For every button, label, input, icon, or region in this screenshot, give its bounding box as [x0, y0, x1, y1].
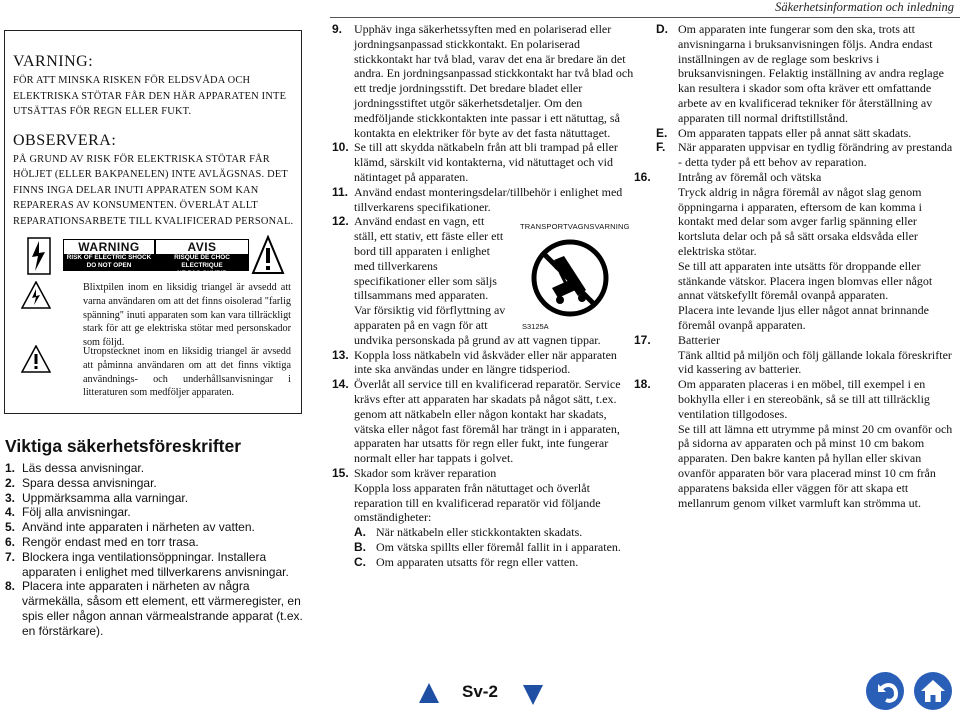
label-warning	[63, 239, 155, 271]
sub-item: D. Om apparaten inte fungerar som den ska, trots att anvisningarna i bruksanvisningen följs. Andra endast inställningen av de reglage som beskrivs i bruksanvisningen. Felaktig inställning av andra reglage kan resultera i skador som ofta kräver ett omfattande arbete av en kvalificerad tekniker för återställning av apparaten till normal driftstillstånd.	[656, 22, 944, 125]
list-item: 2. Spara dessa anvisningar.	[5, 475, 157, 490]
list-item: 3. Uppmärksamma alla varningar.	[5, 490, 189, 505]
prev-page-icon[interactable]	[418, 682, 440, 704]
exclamation-text: Utropstecknet inom en liksidig triangel är avsedd att påminna användaren om att det finns viktiga användnings- och underhållsanvisningar i litteraturen som medföljer apparaten.	[83, 346, 291, 399]
shock-warning-label	[29, 235, 285, 279]
list-item: 6. Rengör endast med en torr trasa.	[5, 534, 199, 549]
caution-text: PÅ GRUND AV RISK FÖR ELEKTRISKA STÖTAR FÅR HÖLJET (ELLER BAKPANELEN) INTE AVLÄGSNAS. DET FINNS INGA DELAR INUTI APPARATEN SOM KAN REPARERAS AV KONSUMENTEN. ÖVERLÅT ALLT REPARATIONSARBETE TILL KVALIFICERAD PERSONAL.	[13, 153, 294, 227]
sub-item: F. När apparaten uppvisar en tydlig förändring av prestanda - detta tyder på ett behov av reparation.	[656, 140, 953, 170]
caution-title: OBSERVERA:	[13, 131, 117, 149]
safety-list-left	[5, 461, 303, 639]
header-rule	[330, 17, 960, 18]
safety-list-right	[634, 22, 958, 510]
list-item: 4. Följ alla anvisningar.	[5, 505, 131, 520]
exclamation-explanation	[21, 345, 291, 400]
cart-warning-graphic	[508, 222, 636, 338]
sub-item: B. Om vätska spillts eller föremål fallit in i apparaten.	[354, 539, 621, 554]
lightning-text: Blixtpilen inom en liksidig triangel är avsedd att varna användaren om att det finns oisolerad "farlig spänning" inuti apparaten som kan vara tillräckligt stark för att ge elektriska stötar med personskador som följd.	[83, 282, 291, 349]
list-item: 11. Använd endast monteringsdelar/tillbehör i enlighet med tillverkarens specifikationer.	[332, 184, 623, 214]
label-avis-top: AVIS	[187, 240, 217, 254]
list-item: 13. Koppla loss nätkabeln vid åskväder eller när apparaten inte ska användas under en längre tidsperiod.	[332, 347, 617, 377]
list-item: 18. Om apparaten placeras i en möbel, till exempel i en bokhylla eller i en stereobänk, så se till att tillräcklig ventilation tillgodoses. Se till att lämna ett utrymme på minst 20 cm ovanför och på sidorna av apparaten och på minst 10 cm bakom apparaten. Den bakre kanten på hyllan eller skivan ovanför apparaten bör vara placerad minst 10 cm från apparatens baksida eller väggen för att skapa ett mellanrum genom vilket varmluft kan strömma ut.	[634, 377, 953, 510]
label-warning-top: WARNING	[78, 240, 140, 254]
warning-text: FÖR ATT MINSKA RISKEN FÖR ELDSVÅDA OCH ELEKTRISKA STÖTAR FÅR DEN HÄR APPARATEN INTE UTSÄTTAS FÖR REGN ELLER FUKT.	[13, 75, 287, 117]
list-item-cart: 12. Använd endast en vagn, ett ställ, ett stativ, ett fäste eller ett bord till apparaten i enlighet med tillverkarens specifikationer eller som säljs tillsammans med apparaten. Var försiktig vid förflyttning av apparaten på en vagn för att undvika personskada på grund av att vagnen tippar.	[332, 214, 601, 347]
section-title: Viktiga säkerhetsföreskrifter	[5, 436, 242, 456]
sub-item: E. Om apparaten tappats eller på annat sätt skadats.	[656, 125, 912, 140]
list-item: 7. Blockera inga ventilationsöppningar. Installera apparaten i enlighet med tillverkarens anvisningar.	[5, 549, 289, 579]
list-item: 16. Intrång av föremål och vätska Tryck aldrig in några föremål av något slag genom öppningarna i apparaten, eftersom de kan komma i kontakt med delar som avger farlig spänning eller kortsluta delar och på så sätt orsaka eldsvåda eller elektriska stötar. Se till att apparaten inte utsätts för droppande eller stänkande vätskor. Placera ingen blomvas eller något annat vätskefyllt föremål ovanpå apparaten. Placera inte levande ljus eller något annat brinnande föremål ovanpå apparaten.	[634, 169, 933, 332]
warning-title: VARNING:	[13, 53, 94, 70]
exclamation-symbol-icon	[21, 345, 51, 373]
label-warning-line2: DO NOT OPEN	[86, 262, 132, 269]
lightning-symbol-icon	[21, 281, 51, 309]
list-item: 10. Se till att skydda nätkabeln från att bli trampad på eller klämd, särskilt vid kontakterna, vid nätuttaget och vid nätintaget på apparaten.	[332, 140, 618, 184]
sub-item: A. När nätkabeln eller stickkontakten skadats.	[354, 525, 583, 540]
sub-item: C. Om apparaten utsatts för regn eller vatten.	[354, 554, 579, 569]
home-icon[interactable]	[912, 670, 954, 712]
label-avis-line2: NE PAS OUVRIR	[177, 270, 227, 277]
list-item: 9. Upphäv inga säkerhetssyften med en polariserad eller jordningsanpassad stickkontakt. En polariserad stickkontakt har två blad, varav det ena är bredare än det andra. En jordningsanpassad stickkontakt har två blad och ett tredje jordningsstift. Det bredare bladet eller jordningsstiftet utgör säkerhetsdetaljer. Om den medföljande stickkontakten inte passar i ett nätuttag, så kontakta en elektriker för byte av det fasta nätuttaget.	[332, 22, 634, 140]
exclamation-triangle-icon	[251, 235, 285, 275]
label-avis-line1: RISQUE DE CHOC ELECTRIQUE	[174, 254, 230, 269]
list-item: 15. Skador som kräver reparation Koppla loss apparaten från nätuttaget och överlåt reparation till en kvalificerad reparatör vid följande omständigheter: A. När nätkabeln eller stickkontakten skadats. B. Om vätska spillts eller föremål fallit in i apparaten. C. Om apparaten utsatts för regn eller vatten.	[332, 466, 636, 570]
next-page-icon[interactable]	[522, 684, 544, 706]
list-item: 8. Placera inte apparaten i närheten av några värmekälla, såsom ett element, ett värmeregister, en spis eller någon annan värmealstrande apparat (t.ex. en förstärkare).	[5, 579, 303, 638]
back-arrow-icon[interactable]	[864, 670, 906, 712]
cart-tipover-icon	[530, 238, 610, 318]
label-avis-bottom	[156, 254, 248, 277]
label-warning-bottom	[64, 254, 154, 270]
page-number: Sv-2	[462, 682, 498, 701]
list-item: 17. Batterier Tänk alltid på miljön och följ gällande lokala föreskrifter vid kassering av batterier.	[634, 332, 952, 377]
cart-warning-label: TRANSPORTVAGNSVARNING	[520, 222, 630, 231]
list-item: 5. Använd inte apparaten i närheten av vatten.	[5, 520, 255, 535]
list-item: 1. Läs dessa anvisningar.	[5, 461, 145, 475]
label-avis	[155, 239, 249, 277]
lightning-explanation	[21, 281, 291, 350]
warning-box	[4, 30, 302, 414]
list-item: 14. Överlåt all service till en kvalificerad reparatör. Service krävs efter att apparaten har skadats på något sätt, t.ex. genom att nätkabeln eller någon kontakt har skadats, vätska eller något fast föremål har trängt in i apparaten, apparaten har utsatts för regn eller fukt, inte fungerar normalt eller har tappats i golvet.	[332, 377, 621, 466]
label-warning-line1: RISK OF ELECTRIC SHOCK	[66, 254, 152, 261]
lightning-triangle-icon	[27, 237, 51, 275]
page-header: Säkerhetsinformation och inledning	[775, 0, 954, 14]
cart-code: S3125A	[522, 322, 549, 331]
